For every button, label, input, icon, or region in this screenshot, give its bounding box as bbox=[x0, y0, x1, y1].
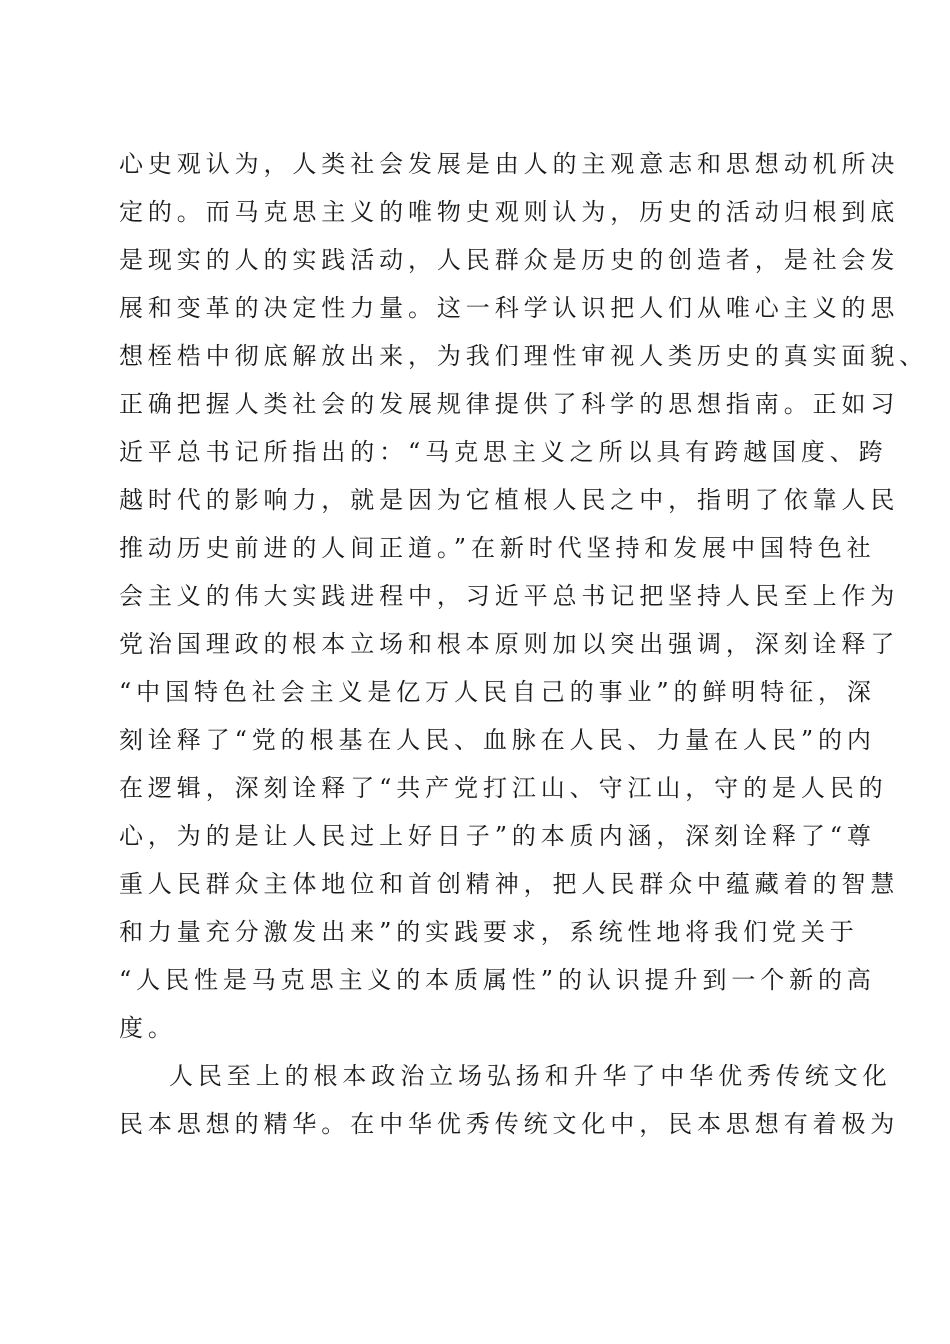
body-text bbox=[119, 140, 929, 1148]
text-line: 定的。而马克思主义的唯物史观则认为，历史的活动归根到底 bbox=[119, 198, 900, 226]
text-line: “人民性是马克思主义的本质属性”的认识提升到一个新的高 bbox=[119, 966, 876, 994]
text-line: 想桎梏中彻底解放出来，为我们理性审视人类历史的真实面貌、 bbox=[119, 342, 929, 370]
text-line: 越时代的影响力，就是因为它植根人民之中，指明了依靠人民 bbox=[119, 486, 900, 514]
text-line: 度。 bbox=[119, 1014, 177, 1042]
text-line: 在逻辑，深刻诠释了“共产党打江山、守江山，守的是人民的 bbox=[119, 774, 888, 802]
text-line: 刻诠释了“党的根基在人民、血脉在人民、力量在人民”的内 bbox=[119, 726, 876, 754]
text-line: 心史观认为，人类社会发展是由人的主观意志和思想动机所决 bbox=[119, 150, 900, 178]
text-line: 是现实的人的实践活动，人民群众是历史的创造者，是社会发 bbox=[119, 246, 900, 274]
text-line: 重人民群众主体地位和首创精神，把人民群众中蕴藏着的智慧 bbox=[119, 870, 900, 898]
text-line: 推动历史前进的人间正道。”在新时代坚持和发展中国特色社 bbox=[119, 534, 876, 562]
text-line: 正确把握人类社会的发展规律提供了科学的思想指南。正如习 bbox=[119, 390, 900, 418]
text-line: “中国特色社会主义是亿万人民自己的事业”的鲜明特征，深 bbox=[119, 678, 876, 706]
text-line: 心，为的是让人民过上好日子”的本质内涵，深刻诠释了“尊 bbox=[119, 822, 876, 850]
text-line: 和力量充分激发出来”的实践要求，系统性地将我们党关于 bbox=[119, 918, 859, 946]
paragraph-start-line: 人民至上的根本政治立场弘扬和升华了中华优秀传统文化 bbox=[169, 1062, 892, 1090]
text-line: 会主义的伟大实践进程中，习近平总书记把坚持人民至上作为 bbox=[119, 582, 900, 610]
text-line: 展和变革的决定性力量。这一科学认识把人们从唯心主义的思 bbox=[119, 294, 900, 322]
text-line: 近平总书记所指出的：“马克思主义之所以具有跨越国度、跨 bbox=[119, 438, 888, 466]
text-line: 党治国理政的根本立场和根本原则加以突出强调，深刻诠释了 bbox=[119, 630, 900, 658]
text-line: 民本思想的精华。在中华优秀传统文化中，民本思想有着极为 bbox=[119, 1110, 900, 1138]
